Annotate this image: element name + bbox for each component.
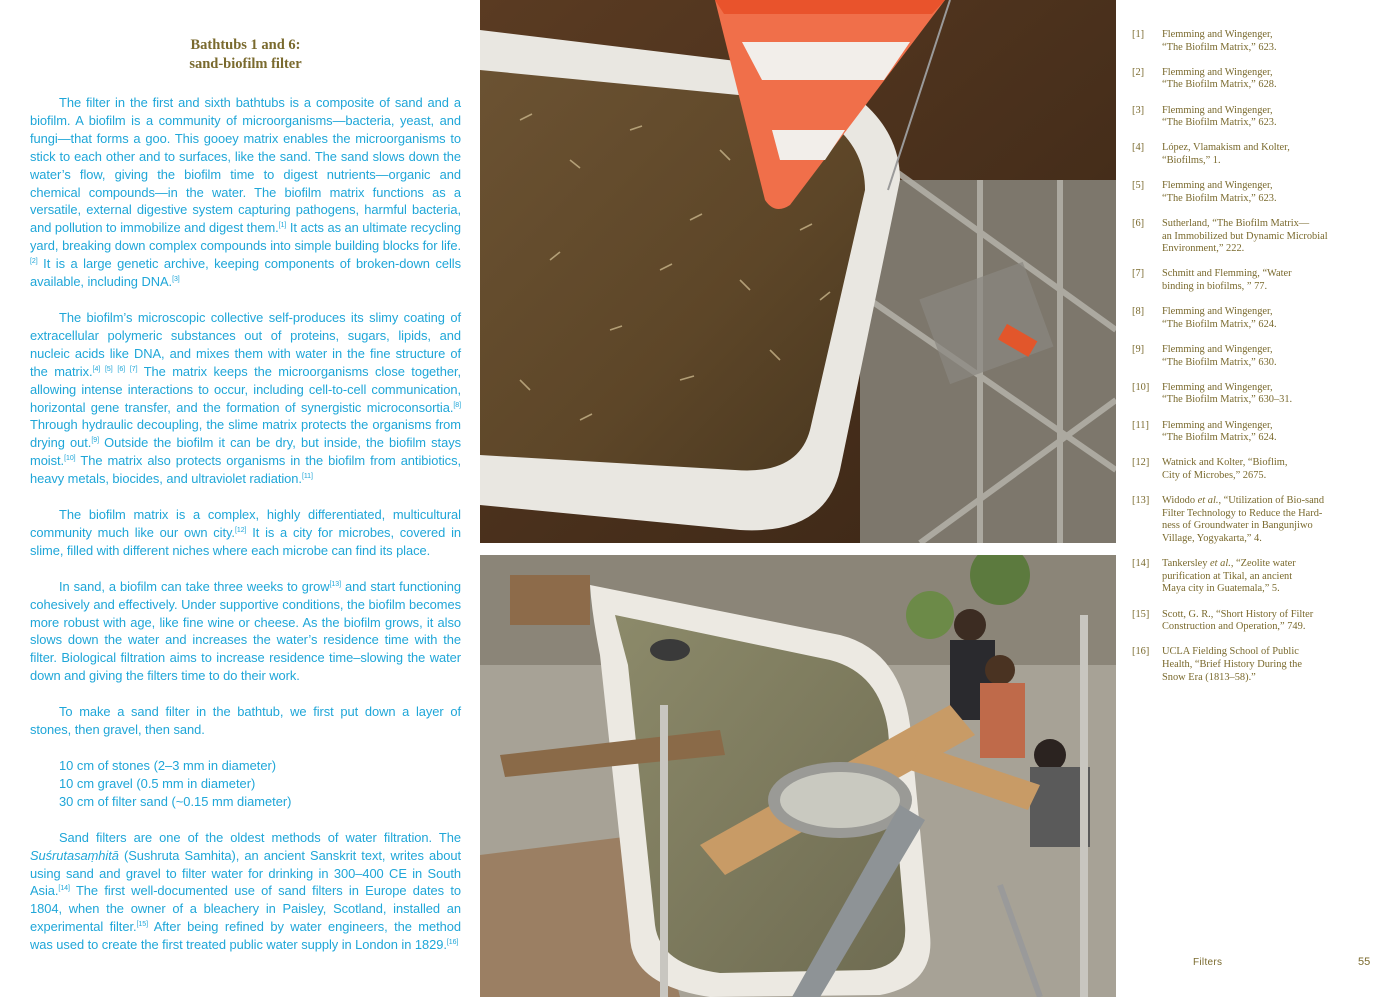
footnote-ref[interactable]: [3]	[172, 276, 180, 284]
photo-bathtub-water	[480, 555, 1116, 997]
footnote-text	[1162, 142, 1358, 180]
footnote-item	[1128, 646, 1358, 696]
paragraph-text: Sand filters are one of the oldest methods of water filtration. The	[59, 829, 461, 845]
running-footer-section: Filters	[1193, 957, 1223, 968]
footnote-number: [8]	[1132, 306, 1145, 318]
footnote-number: [15]	[1132, 608, 1150, 620]
footnote-line: Flemming and Wingenger,	[1162, 180, 1273, 192]
article-title-line-2: sand-biofilm filter	[189, 56, 302, 72]
footnote-line: Construction and Operation,” 749.	[1162, 621, 1306, 633]
footnote-line: ness of Groundwater in Bangunjiwo	[1162, 520, 1313, 532]
paragraph-text: and start functioning cohesively and effectively. Under supportive conditions, the biofilm becomes more robust with age, like fine wine or cheese. As the biofilm grows, it also slows down the water and increases the water’s residence time with the filter. Biological filtration aims to increase residence time–slowing the water down and giving the filters time to do their work.	[30, 578, 461, 684]
footnote-number: [12]	[1132, 457, 1150, 469]
paragraph-text: The first well-documented use of sand filters in Europe dates to 1804, when the owner of a bleachery in Paisley, Scotland, installed an experimental filter.	[30, 883, 461, 935]
footnote-number: [13]	[1132, 495, 1150, 507]
paragraph-5	[30, 703, 461, 739]
footnote-item	[1128, 420, 1358, 458]
footnote-line: Scott, G. R., “Short History of Filter	[1162, 608, 1314, 620]
footnote-text	[1162, 495, 1358, 558]
paragraph-text: It acts as an ultimate recycling yard, breaking down complex compounds into simple building blocks for life.	[30, 220, 461, 254]
footnote-line: Maya city in Guatemala,” 5.	[1162, 583, 1280, 595]
paragraph-text: It is a city for microbes, covered in slime, filled with different niches where each microbe can find its place.	[30, 524, 461, 558]
footnote-item	[1128, 382, 1358, 420]
footnote-text	[1162, 609, 1358, 647]
footnote-ref[interactable]: [9]	[91, 437, 99, 445]
footnote-number: [16]	[1132, 646, 1150, 658]
footnote-item	[1128, 67, 1358, 105]
bathtub-water-illustration	[480, 555, 1116, 997]
footnote-number: [3]	[1132, 104, 1145, 116]
paragraph-text: Through hydraulic decoupling, the slime matrix protects the organisms from drying out.	[30, 417, 461, 451]
footnote-item	[1128, 29, 1358, 67]
footnote-number: [7]	[1132, 268, 1145, 280]
footnote-number: [6]	[1132, 217, 1145, 229]
footnote-text	[1162, 180, 1358, 218]
footnote-ref[interactable]: [1]	[278, 222, 287, 230]
footnote-text	[1162, 67, 1358, 105]
footnote-number: [1]	[1132, 29, 1145, 40]
footnote-item	[1128, 495, 1358, 558]
paragraph-text: It is a large genetic archive, keeping components of broken-down cells available, including DNA.	[30, 256, 461, 290]
footnote-line: Widodo et al., “Utilization of Bio-sand	[1162, 495, 1325, 507]
footnote-ref[interactable]: [15]	[136, 921, 148, 929]
footnote-line: Flemming and Wingenger,	[1162, 306, 1273, 318]
footnote-line: City of Microbes,” 2675.	[1162, 469, 1267, 481]
footnote-line: Sutherland, “The Biofilm Matrix—	[1162, 217, 1310, 229]
footnote-line: Village, Yogyakarta,” 4.	[1162, 532, 1262, 544]
paragraph-text: The matrix keeps the microorganisms close together, allowing intense interactions to occur, including cell-to-cell communication, horizontal gene transfer, and the formation of synergistic microconsortia.	[30, 363, 462, 415]
footnote-text	[1162, 420, 1358, 458]
footnote-number: [5]	[1132, 180, 1145, 192]
paragraph-text: The filter in the first and sixth bathtubs is a composite of sand and a biofilm. A biofilm is a community of microorganisms—bacteria, yeast, and fungi—that forms a goo. This gooey matrix enables the microorganisms to stick to each other and to surfaces, like the sand. The sand slows down the water’s flow, giving the biofilm time to digest nutrients—organic and chemical compounds—in the water. The biofilm matrix functions as a versatile, external digestive system capturing pathogens, harmful bacteria, and pollution to immobilize and digest them.	[30, 95, 461, 236]
footnote-line: UCLA Fielding School of Public	[1162, 646, 1299, 658]
footnote-number: [2]	[1132, 66, 1145, 78]
footnote-item	[1128, 180, 1358, 218]
footnote-line: “The Biofilm Matrix,” 623.	[1162, 41, 1277, 53]
footnote-line: “The Biofilm Matrix,” 628.	[1162, 79, 1277, 91]
footnote-item	[1128, 344, 1358, 382]
paragraph-text: To make a sand filter in the bathtub, we first put down a layer of stones, then gravel, then sand.	[30, 704, 461, 738]
footnote-text	[1162, 218, 1358, 268]
footnote-line: an Immobilized but Dynamic Microbial	[1162, 230, 1328, 242]
footnote-line: “Biofilms,” 1.	[1162, 154, 1221, 166]
et-al-italic: et al.	[1197, 495, 1219, 507]
footnote-ref[interactable]: [11]	[301, 473, 313, 481]
page-number: 55	[1358, 956, 1371, 968]
footnote-line: binding in biofilms, ” 77.	[1162, 280, 1268, 292]
article-text-column	[30, 36, 461, 972]
footnote-line: Flemming and Wingenger,	[1162, 104, 1273, 116]
et-al-italic: et al.	[1210, 558, 1231, 570]
footnote-text	[1162, 105, 1358, 143]
paragraph-text: (Sushruta Samhita), an ancient Sanskrit text, writes about using sand and gravel to filter water for drinking in 300–400 CE in South Asia.	[30, 847, 461, 899]
footnote-line: Flemming and Wingenger,	[1162, 29, 1273, 40]
footnote-text	[1162, 558, 1358, 608]
footnote-text	[1162, 646, 1358, 696]
filter-layers-list	[30, 757, 461, 811]
article-title	[30, 36, 461, 74]
paragraph-text: The biofilm’s microscopic collective self-produces its slimy coating of extracellular polymeric substances out of proteins, sugars, lipids, and nucleic acids like DNA, and mixes them with water in the fine structure of the matrix.	[30, 309, 461, 379]
footnote-item	[1128, 558, 1358, 608]
footnote-ref[interactable]: [12]	[234, 526, 247, 534]
footnote-number: [10]	[1132, 381, 1150, 393]
footnote-number: [14]	[1132, 558, 1150, 570]
footnote-line: Flemming and Wingenger,	[1162, 343, 1273, 355]
footnote-item	[1128, 609, 1358, 647]
footnote-ref[interactable]: [13]	[329, 580, 342, 588]
footnote-line: Flemming and Wingenger,	[1162, 381, 1273, 393]
italic-title: Suśrutasaṃhitā	[30, 847, 119, 863]
footnote-text	[1162, 382, 1358, 420]
list-item: 10 cm of stones (2–3 mm in diameter)	[59, 758, 277, 773]
list-item: 30 cm of filter sand (~0.15 mm diameter)	[59, 793, 292, 809]
footnotes-list	[1128, 29, 1358, 697]
footnote-item	[1128, 268, 1358, 306]
paragraph-text: The biofilm matrix is a complex, highly differentiated, multicultural community much like our own city.	[30, 507, 461, 540]
footnote-number: [11]	[1132, 419, 1149, 431]
bathtub-cone-illustration	[480, 0, 1116, 543]
paragraph-4	[30, 578, 461, 685]
footnote-ref[interactable]: [8]	[453, 401, 461, 409]
footnote-line: Health, “Brief History During the	[1162, 658, 1302, 670]
footnote-number: [4]	[1132, 142, 1145, 154]
footnote-line: Watnick and Kolter, “Bioflim,	[1162, 457, 1288, 469]
paragraph-text: Outside the biofilm it can be dry, but inside, the biofilm stays moist.	[30, 435, 461, 469]
footnote-line: purification at Tikal, an ancient	[1162, 570, 1293, 582]
footnote-ref[interactable]: [2]	[30, 258, 38, 266]
footnote-item	[1128, 218, 1358, 268]
footnote-item	[1128, 142, 1358, 180]
footnote-line: Environment,” 222.	[1162, 243, 1245, 255]
footnote-line: “The Biofilm Matrix,” 630.	[1162, 356, 1277, 368]
footnote-ref[interactable]: [4] [5] [6] [7]	[92, 365, 138, 373]
footnote-ref[interactable]: [16]	[446, 939, 459, 947]
footnote-item	[1128, 105, 1358, 143]
paragraph-1	[30, 94, 461, 291]
footnote-ref[interactable]: [10]	[64, 455, 76, 463]
photo-bathtub-cone	[480, 0, 1116, 543]
footnote-line: “The Biofilm Matrix,” 630–31.	[1162, 394, 1293, 406]
footnote-ref[interactable]: [14]	[58, 885, 70, 893]
paragraph-text: After being refined by water engineers, the method was used to create the first treated public water supply in London in 1829.	[30, 919, 461, 953]
footnote-text	[1162, 306, 1358, 344]
footnote-item	[1128, 306, 1358, 344]
footnote-line: “The Biofilm Matrix,” 623.	[1162, 117, 1277, 129]
footnote-line: Flemming and Wingenger,	[1162, 419, 1273, 431]
paragraph-6	[30, 829, 461, 954]
footnote-item	[1128, 457, 1358, 495]
paragraph-text: In sand, a biofilm can take three weeks to grow	[59, 578, 330, 594]
footnote-text	[1162, 344, 1358, 382]
footnote-text	[1162, 268, 1358, 306]
paragraph-2	[30, 309, 461, 488]
list-item: 10 cm gravel (0.5 mm in diameter)	[59, 775, 256, 791]
footnote-line: “The Biofilm Matrix,” 624.	[1162, 318, 1277, 330]
footnote-text	[1162, 457, 1358, 495]
footnote-text	[1162, 29, 1358, 67]
footnote-line: “The Biofilm Matrix,” 624.	[1162, 432, 1277, 444]
footnote-line: López, Vlamakism and Kolter,	[1162, 142, 1290, 154]
footnote-line: Schmitt and Flemming, “Water	[1162, 268, 1292, 280]
article-title-line-1: Bathtubs 1 and 6:	[190, 37, 301, 53]
footnote-number: [9]	[1132, 343, 1145, 355]
paragraph-text: The matrix also protects organisms in the biofilm from antibiotics, heavy metals, biocides, and ultraviolet radiation.	[30, 453, 461, 487]
footnote-line: Tankersley et al., “Zeolite water	[1162, 558, 1296, 570]
footnote-line: Flemming and Wingenger,	[1162, 66, 1273, 78]
footnote-line: “The Biofilm Matrix,” 623.	[1162, 192, 1277, 204]
footnote-line: Snow Era (1813–58).”	[1162, 671, 1256, 683]
footnote-line: Filter Technology to Reduce the Hard-	[1162, 507, 1323, 519]
paragraph-3	[30, 506, 461, 560]
